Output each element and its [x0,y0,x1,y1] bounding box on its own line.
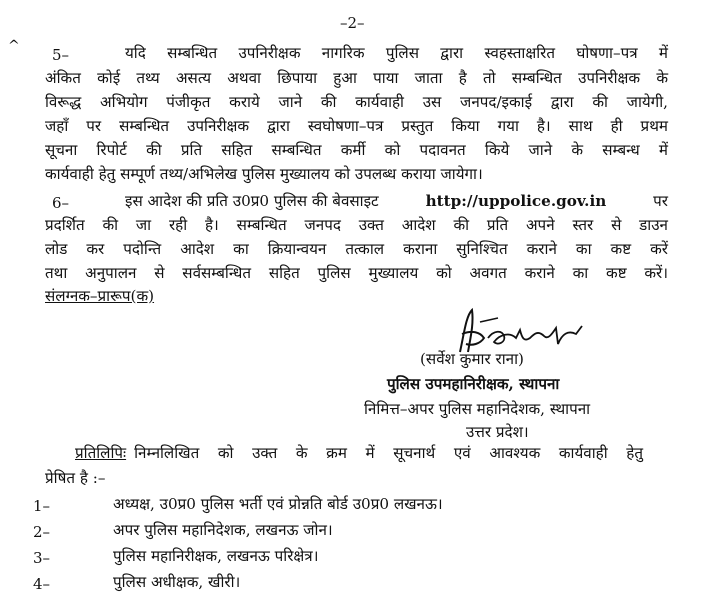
para6-line-3: लोड कर पदोन्ति आदेश का क्रियान्वयन तत्काल कराना सुनिश्चित कराने का कष्ट करें [45,240,668,258]
copy-item-4-number: 4– [33,575,51,593]
para5-line-1: यदि सम्बन्धित उपनिरीक्षक नागरिक पुलिस द्वारा स्वहस्ताक्षरित घोषणा–पत्र में [125,44,668,62]
para5-line-5: सूचना रिपोर्ट की प्रति सहित सम्बन्धित कर्मी को पदावनत किये जाने के सम्बन्ध में [45,141,668,159]
margin-mark: ^ [8,38,20,54]
copy-to-label: प्रतिलिपिः [75,444,127,462]
copy-item-3-text: पुलिस महानिरीक्षक, लखनऊ परिक्षेत्र। [113,547,319,565]
page-number: –2– [340,14,365,32]
signatory-name: (सर्वेश कुमार राना) [420,350,524,368]
para6-number: 6– [52,194,70,212]
copy-item-1-text: अध्यक्ष, उ0प्र0 पुलिस भर्ती एवं प्रोन्नति बोर्ड उ0प्र0 लखनऊ। [113,495,443,513]
signatory-designation: पुलिस उपमहानिरीक्षक, स्थापना [387,375,560,393]
enclosure-label: संलग्नक–प्रारूप(क) [45,287,155,305]
para6-line-1 [125,194,668,209]
signatory-on-behalf: निमित्त–अपर पुलिस महानिदेशक, स्थापना [364,400,591,418]
copy-item-2-text: अपर पुलिस महानिदेशक, लखनऊ जोन। [113,521,333,539]
copy-item-1-number: 1– [33,497,51,515]
para5-number: 5– [52,46,70,64]
para6-line-1-end: पर [653,192,668,210]
para5-line-4: जहाँ पर सम्बन्धित उपनिरीक्षक द्वारा स्वघोषणा–पत्र प्रस्तुत किया गया है। साथ ही प्रथम [45,117,668,135]
website-url[interactable]: http://uppolice.gov.in [425,192,607,210]
copy-to-intro-line-2: प्रेषित है :– [45,469,106,487]
para5-line-2: अंकित कोई तथ्य असत्य अथवा छिपाया हुआ पाया जाता है तो सम्बन्धित उपनिरीक्षक के [45,69,668,87]
para6-line-2: प्रदर्शित की जा रही है। सम्बन्धित जनपद उक्त आदेश की प्रति अपने स्तर से डाउन [45,216,668,234]
copy-to-intro-line-1 [75,446,643,461]
copy-item-2-number: 2– [33,523,51,541]
para6-line-1-text: इस आदेश की प्रति उ0प्र0 पुलिस की बेवसाइट [125,192,379,210]
para5-line-3: विरूद्ध अभियोग पंजीकृत कराये जाने की कार्यवाही उस जनपद/इकाई द्वारा की जायेगी, [45,93,668,111]
signatory-state: उत्तर प्रदेश। [466,423,529,441]
copy-to-intro-text: निम्नलिखित को उक्त के क्रम में सूचनार्थ एवं आवश्यक कार्यवाही हेतु [134,444,643,462]
para6-line-4: तथा अनुपालन से सर्वसम्बन्धित सहित पुलिस मुख्यालय को अवगत कराने का कष्ट करें। [45,264,668,282]
copy-item-4-text: पुलिस अधीक्षक, खीरी। [113,573,241,591]
copy-item-3-number: 3– [33,549,51,567]
para5-line-6: कार्यवाही हेतु सम्पूर्ण तथ्य/अभिलेख पुलिस मुख्यालय को उपलब्ध कराया जायेगा। [45,165,483,183]
